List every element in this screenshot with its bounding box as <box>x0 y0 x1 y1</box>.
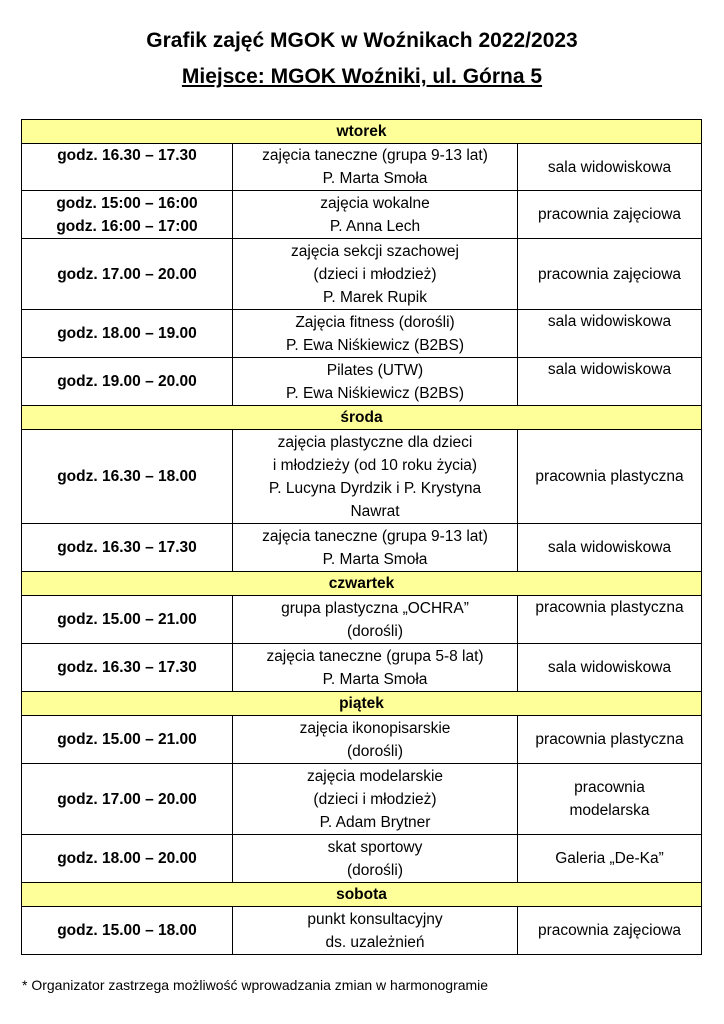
time-cell: godz. 15:00 – 16:00 godz. 16:00 – 17:00 <box>22 191 233 239</box>
day-header: czwartek <box>22 572 702 596</box>
table-row <box>22 310 702 358</box>
table-row <box>22 239 702 310</box>
activity-cell: zajęcia modelarskie (dzieci i młodzież) P. Adam Brytner <box>233 764 518 835</box>
activity-cell: zajęcia plastyczne dla dzieci i młodzieży (od 10 roku życia) P. Lucyna Dyrdzik i P. Krystyna Nawrat <box>233 430 518 524</box>
table-row <box>22 716 702 764</box>
day-header-row <box>22 883 702 907</box>
day-header: piątek <box>22 692 702 716</box>
activity-cell: zajęcia taneczne (grupa 9-13 lat) P. Marta Smoła <box>233 524 518 572</box>
time-cell: godz. 17.00 – 20.00 <box>22 239 233 310</box>
time-cell: godz. 15.00 – 21.00 <box>22 596 233 644</box>
day-header-row <box>22 406 702 430</box>
subtitle-text: Miejsce: MGOK Woźniki, ul. Górna 5 <box>181 65 543 88</box>
table-row <box>22 907 702 955</box>
footnote: * Organizator zastrzega możliwość wprowadzania zmian w harmonogramie <box>22 977 489 993</box>
table-row <box>22 644 702 692</box>
time-cell: godz. 15.00 – 18.00 <box>22 907 233 955</box>
time-cell: godz. 16.30 – 17.30 <box>22 644 233 692</box>
activity-cell: zajęcia taneczne (grupa 9-13 lat) P. Marta Smoła <box>233 144 518 191</box>
time-cell: godz. 16.30 – 18.00 <box>22 430 233 524</box>
activity-cell: Zajęcia fitness (dorośli) P. Ewa Niśkiewicz (B2BS) <box>233 310 518 358</box>
activity-cell: grupa plastyczna „OCHRA” (dorośli) <box>233 596 518 644</box>
day-header-row <box>22 120 702 144</box>
place-cell: pracownia zajęciowa <box>518 907 702 955</box>
time-cell: godz. 15.00 – 21.00 <box>22 716 233 764</box>
time-cell: godz. 16.30 – 17.30 <box>22 524 233 572</box>
day-header: środa <box>22 406 702 430</box>
place-cell: sala widowiskowa <box>518 358 702 406</box>
activity-cell: punkt konsultacyjny ds. uzależnień <box>233 907 518 955</box>
table-row <box>22 358 702 406</box>
activity-cell: zajęcia taneczne (grupa 5-8 lat) P. Marta Smoła <box>233 644 518 692</box>
place-cell: pracownia zajęciowa <box>518 239 702 310</box>
day-header-row <box>22 692 702 716</box>
table-row <box>22 596 702 644</box>
table-row <box>22 191 702 239</box>
time-cell: godz. 18.00 – 20.00 <box>22 835 233 883</box>
page-subtitle <box>0 64 724 90</box>
schedule-table <box>21 119 702 955</box>
place-cell: sala widowiskowa <box>518 644 702 692</box>
place-cell: pracownia modelarska <box>518 764 702 835</box>
place-cell: pracownia plastyczna <box>518 716 702 764</box>
day-header: sobota <box>22 883 702 907</box>
activity-cell: zajęcia wokalne P. Anna Lech <box>233 191 518 239</box>
time-cell: godz. 16.30 – 17.30 <box>22 144 233 191</box>
time-cell: godz. 18.00 – 19.00 <box>22 310 233 358</box>
table-row <box>22 764 702 835</box>
place-cell: sala widowiskowa <box>518 524 702 572</box>
activity-cell: Pilates (UTW) P. Ewa Niśkiewicz (B2BS) <box>233 358 518 406</box>
table-row <box>22 524 702 572</box>
table-row <box>22 835 702 883</box>
place-cell: sala widowiskowa <box>518 310 702 358</box>
time-cell: godz. 17.00 – 20.00 <box>22 764 233 835</box>
time-cell: godz. 19.00 – 20.00 <box>22 358 233 406</box>
day-header: wtorek <box>22 120 702 144</box>
activity-cell: zajęcia ikonopisarskie (dorośli) <box>233 716 518 764</box>
place-cell: pracownia plastyczna <box>518 430 702 524</box>
place-cell: sala widowiskowa <box>518 144 702 191</box>
day-header-row <box>22 572 702 596</box>
activity-cell: skat sportowy (dorośli) <box>233 835 518 883</box>
table-row <box>22 430 702 524</box>
place-cell: pracownia plastyczna <box>518 596 702 644</box>
activity-cell: zajęcia sekcji szachowej (dzieci i młodzież) P. Marek Rupik <box>233 239 518 310</box>
place-cell: Galeria „De-Ka” <box>518 835 702 883</box>
page-title: Grafik zajęć MGOK w Woźnikach 2022/2023 <box>146 29 578 52</box>
place-cell: pracownia zajęciowa <box>518 191 702 239</box>
table-row <box>22 144 702 191</box>
